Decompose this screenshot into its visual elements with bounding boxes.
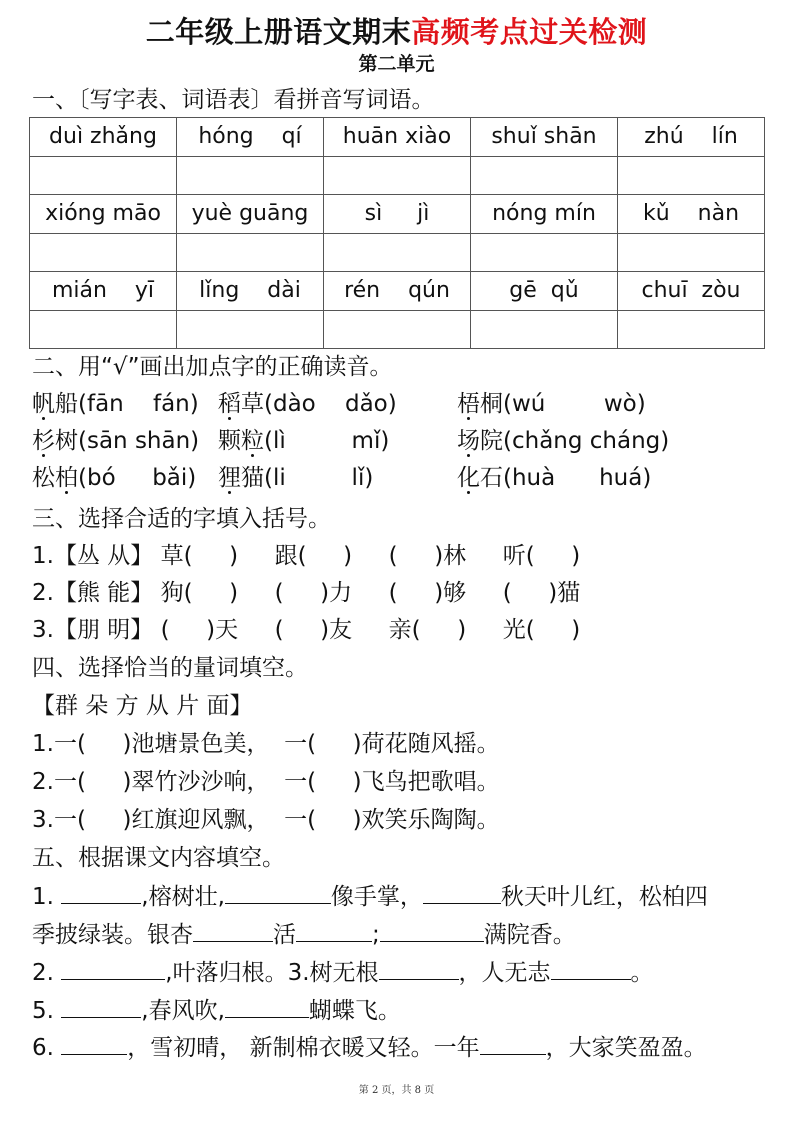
pinyin-row (30, 118, 765, 157)
pronunciation-item: 稻草(dào dǎo) (218, 391, 397, 417)
measure-word-line[interactable]: 2.一( )翠竹沙沙响， 一( )飞鸟把歌唱。 (32, 769, 500, 795)
dotted-char: 稻 (218, 391, 241, 417)
pronunciation-options[interactable]: (huà huá) (503, 465, 652, 491)
section4-heading: 四、选择恰当的量词填空。 (32, 655, 308, 681)
pinyin-cell: yuè guāng (177, 195, 324, 234)
dotted-char: 粒 (241, 428, 264, 454)
dotted-char: 柏 (55, 465, 78, 491)
fill-blank-line: 6. ，雪初晴， 新制棉衣暖又轻。一年 ，大家笑盈盈。 (32, 1031, 707, 1063)
pronunciation-options[interactable]: (fān fán) (78, 391, 199, 417)
answer-blank[interactable] (380, 918, 484, 942)
pronunciation-item: 杉树(sān shān) (32, 428, 200, 454)
answer-cell[interactable] (618, 156, 765, 195)
answer-blank[interactable] (423, 880, 501, 904)
fill-blank-line: 季披绿装。银杏 活 ; 满院香。 (32, 918, 576, 950)
section1-heading: 一、〔写字表、词语表〕看拼音写词语。 (32, 87, 435, 113)
answer-cell[interactable] (618, 310, 765, 349)
answer-blank[interactable] (225, 880, 331, 904)
answer-cell[interactable] (471, 310, 618, 349)
answer-blank[interactable] (61, 880, 141, 904)
dotted-char: 帆 (32, 391, 55, 417)
answer-row (30, 156, 765, 195)
answer-cell[interactable] (177, 233, 324, 272)
answer-blank[interactable] (379, 956, 459, 980)
answer-cell[interactable] (471, 156, 618, 195)
pinyin-row (30, 272, 765, 311)
answer-cell[interactable] (177, 156, 324, 195)
answer-cell[interactable] (30, 233, 177, 272)
answer-cell[interactable] (30, 310, 177, 349)
answer-cell[interactable] (324, 310, 471, 349)
answer-blank[interactable] (480, 1031, 546, 1055)
char-choice-line[interactable]: 2.【熊 能】 狗( ) ( )力 ( )够 ( )猫 (32, 580, 581, 606)
dotted-char: 杉 (32, 428, 55, 454)
pinyin-cell: gē qǔ (471, 272, 618, 311)
dotted-char: 化 (457, 465, 480, 491)
answer-blank[interactable] (193, 918, 273, 942)
dotted-char: 梧 (457, 391, 480, 417)
pinyin-cell: xióng māo (30, 195, 177, 234)
answer-blank[interactable] (551, 956, 631, 980)
answer-blank[interactable] (61, 994, 141, 1018)
section3-heading: 三、选择合适的字填入括号。 (32, 506, 331, 532)
answer-row (30, 310, 765, 349)
title-red-part: 高频考点过关检测 (411, 15, 648, 49)
section5-heading: 五、根据课文内容填空。 (32, 845, 285, 871)
pinyin-cell: sì jì (324, 195, 471, 234)
title-black-part: 二年级上册语文期末 (145, 15, 412, 49)
pinyin-cell: duì zhǎng (30, 118, 177, 157)
dotted-char: 狸 (218, 465, 241, 491)
pinyin-row (30, 195, 765, 234)
pronunciation-item: 化石(huà huá) (457, 465, 652, 491)
fill-blank-line: 5. ,春风吹, 蝴蝶飞。 (32, 994, 401, 1026)
answer-cell[interactable] (324, 233, 471, 272)
answer-cell[interactable] (177, 310, 324, 349)
measure-word-line[interactable]: 3.一( )红旗迎风飘， 一( )欢笑乐陶陶。 (32, 807, 500, 833)
pronunciation-options[interactable]: (lì mǐ) (264, 428, 390, 454)
fill-blank-line: 2. ,叶落归根。3.树无根 ，人无志 。 (32, 956, 654, 988)
pinyin-cell: zhú lín (618, 118, 765, 157)
answer-cell[interactable] (618, 233, 765, 272)
pinyin-cell: kǔ nàn (618, 195, 765, 234)
pronunciation-options[interactable]: (chǎng cháng) (503, 428, 670, 454)
pronunciation-options[interactable]: (sān shān) (78, 428, 200, 454)
pronunciation-options[interactable]: (li lǐ) (264, 465, 374, 491)
answer-blank[interactable] (61, 1031, 127, 1055)
pronunciation-item: 松柏(bó bǎi) (32, 465, 197, 491)
section2-heading: 二、用“√”画出加点字的正确读音。 (32, 354, 393, 380)
page-number: 第 2 页，共 8 页 (358, 1085, 435, 1096)
pinyin-writing-grid (29, 117, 765, 349)
pronunciation-options[interactable]: (wú wò) (503, 391, 646, 417)
measure-word-line[interactable]: 1.一( )池塘景色美， 一( )荷花随风摇。 (32, 731, 500, 757)
dotted-char: 场 (457, 428, 480, 454)
answer-blank[interactable] (225, 994, 309, 1018)
pinyin-cell: mián yī (30, 272, 177, 311)
pinyin-cell: hóng qí (177, 118, 324, 157)
pronunciation-item: 场院(chǎng cháng) (457, 428, 670, 454)
answer-cell[interactable] (324, 156, 471, 195)
pinyin-cell: rén qún (324, 272, 471, 311)
answer-blank[interactable] (296, 918, 372, 942)
pronunciation-item: 帆船(fān fán) (32, 391, 199, 417)
pinyin-cell: lǐng dài (177, 272, 324, 311)
pronunciation-options[interactable]: (bó bǎi) (78, 465, 197, 491)
char-choice-line[interactable]: 1.【丛 从】 草( ) 跟( ) ( )林 听( ) (32, 543, 581, 569)
measure-word-options: 【群 朵 方 从 片 面】 (32, 693, 253, 719)
document-title (0, 14, 793, 50)
pinyin-cell: chuī zòu (618, 272, 765, 311)
unit-subtitle: 第二单元 (358, 53, 435, 75)
answer-blank[interactable] (61, 956, 165, 980)
pronunciation-item: 狸猫(li lǐ) (218, 465, 374, 491)
pronunciation-item: 颗粒(lì mǐ) (218, 428, 390, 454)
char-choice-line[interactable]: 3.【朋 明】 ( )天 ( )友 亲( ) 光( ) (32, 617, 581, 643)
pinyin-cell: huān xiào (324, 118, 471, 157)
answer-cell[interactable] (30, 156, 177, 195)
pinyin-cell: nóng mín (471, 195, 618, 234)
answer-cell[interactable] (471, 233, 618, 272)
pinyin-cell: shuǐ shān (471, 118, 618, 157)
pronunciation-item: 梧桐(wú wò) (457, 391, 646, 417)
answer-row (30, 233, 765, 272)
pronunciation-options[interactable]: (dào dǎo) (264, 391, 397, 417)
fill-blank-line: 1. ,榕树壮, 像手掌， 秋天叶儿红，松柏四 (32, 880, 708, 912)
